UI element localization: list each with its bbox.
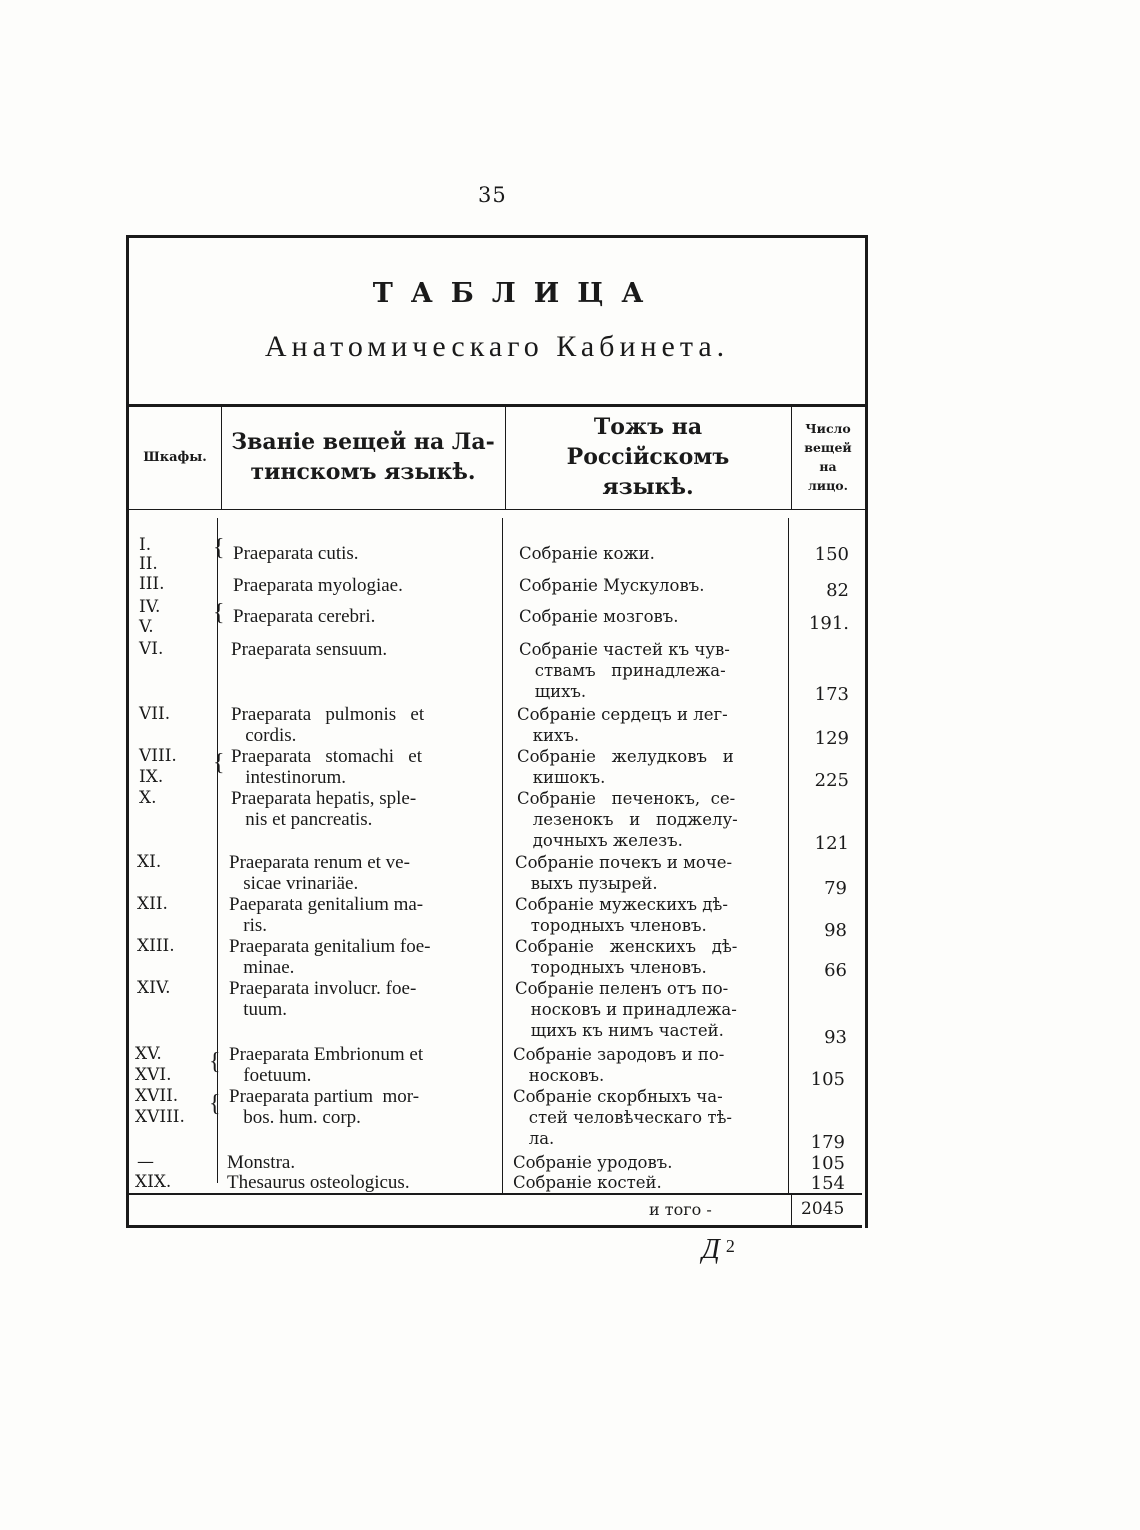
latin-entry: foetuum.	[229, 1065, 312, 1086]
cabinet-number: XVII.	[135, 1086, 179, 1106]
latin-entry: tuum.	[229, 999, 288, 1020]
table-bottom-rule	[126, 1225, 862, 1228]
totals-top-rule	[126, 1193, 862, 1195]
russian-entry: Собраніе мужескихъ дѣ-	[515, 895, 728, 914]
count-value: 66	[824, 960, 847, 981]
russian-entry: Собраніе скорбныхъ ча-	[513, 1087, 723, 1106]
cabinet-number: V.	[139, 617, 154, 637]
russian-entry: выхъ пузырей.	[515, 874, 658, 893]
header-divider	[505, 405, 506, 509]
latin-entry: Praeparata involucr. foe-	[229, 978, 417, 999]
column-divider	[788, 518, 789, 1193]
russian-entry: Собраніе мозговъ.	[519, 607, 679, 626]
total-label: и того -	[649, 1200, 712, 1219]
table-title-block	[129, 238, 865, 407]
cabinet-number: IX.	[139, 767, 164, 787]
cabinet-number: XIX.	[135, 1172, 172, 1192]
latin-entry: Praeparata cerebri.	[233, 606, 376, 627]
russian-entry: Собраніе костей.	[513, 1173, 662, 1192]
cabinet-number: XIII.	[137, 936, 175, 956]
latin-entry: Praeparata hepatis, sple-	[231, 788, 417, 809]
cabinet-number: XVIII.	[135, 1107, 185, 1127]
latin-entry: Praeparata renum et ve-	[229, 852, 410, 873]
russian-entry: тородныхъ членовъ.	[515, 916, 707, 935]
latin-entry: ris.	[229, 915, 267, 936]
cabinet-number: III.	[139, 574, 165, 594]
header-divider	[791, 405, 792, 509]
count-value: 82	[826, 580, 849, 601]
header-count	[791, 405, 865, 509]
count-value: 79	[824, 878, 847, 899]
latin-entry: Praeparata sensuum.	[231, 639, 388, 660]
latin-entry: Praeparata partium mor-	[229, 1086, 420, 1107]
brace-glyph: {	[213, 535, 225, 561]
signature-letter: Д	[702, 1234, 720, 1265]
russian-entry: Собраніе пеленъ отъ по-	[515, 979, 729, 998]
russian-entry: ствамъ принадлежа-	[519, 661, 726, 680]
signature-mark	[702, 1234, 735, 1266]
column-divider	[502, 518, 503, 1193]
count-value: 150	[814, 544, 849, 565]
russian-entry: кишокъ.	[517, 768, 606, 787]
cabinet-number: VIII.	[139, 746, 177, 766]
latin-entry: Thesaurus osteologicus.	[227, 1172, 410, 1193]
latin-entry: Praeparata myologiae.	[233, 575, 403, 596]
russian-entry: Собраніе Мускуловъ.	[519, 576, 705, 595]
count-value: 129	[814, 728, 849, 749]
russian-entry: дочныхъ железъ.	[517, 831, 683, 850]
russian-entry: ла.	[513, 1129, 555, 1148]
count-value: 121	[814, 833, 849, 854]
latin-entry: bos. hum. corp.	[229, 1107, 361, 1128]
table-subtitle: Анатомическаго Кабинета.	[264, 330, 730, 363]
latin-entry: minae.	[229, 957, 295, 978]
russian-entry: носковъ.	[513, 1066, 605, 1085]
russian-entry: носковъ и принадлежа-	[515, 1000, 737, 1019]
cabinet-number: II.	[139, 554, 158, 574]
header-cabinets: Шкафы.	[143, 449, 207, 465]
russian-entry: стей человѣческаго тѣ-	[513, 1108, 732, 1127]
header-count-text: Число вещей на лицо.	[804, 421, 852, 493]
russian-entry: кихъ.	[517, 726, 580, 745]
count-value: 179	[810, 1132, 845, 1153]
russian-entry: щихъ къ нимъ частей.	[515, 1021, 724, 1040]
russian-entry: Собраніе женскихъ дѣ-	[515, 937, 738, 956]
count-value: 93	[824, 1027, 847, 1048]
total-value: 2045	[801, 1199, 845, 1219]
cabinet-number: XIV.	[137, 978, 171, 998]
latin-entry: Praeparata pulmonis et	[231, 704, 425, 725]
cabinet-number: XII.	[137, 894, 168, 914]
brace-glyph: {	[209, 1091, 221, 1117]
russian-entry: Собраніе уродовъ.	[513, 1153, 673, 1172]
anatomical-cabinet-table	[126, 235, 868, 1228]
latin-entry: Praeparata genitalium foe-	[229, 936, 431, 957]
russian-entry: Собраніе желудковъ и	[517, 747, 734, 766]
latin-entry: Praeparata cutis.	[233, 543, 359, 564]
russian-entry: щихъ.	[519, 682, 587, 701]
cabinet-number: —	[137, 1152, 154, 1172]
brace-glyph: {	[209, 1049, 221, 1075]
brace-glyph: {	[213, 600, 225, 626]
latin-entry: Paeparata genitalium ma-	[229, 894, 424, 915]
russian-entry: лезенокъ и поджелу-	[517, 810, 738, 829]
latin-entry: intestinorum.	[231, 767, 347, 788]
latin-entry: Praeparata Embrionum et	[229, 1044, 424, 1065]
russian-entry: Собраніе кожи.	[519, 544, 655, 563]
count-value: 191.	[808, 613, 849, 634]
russian-entry: Собраніе зародовъ и по-	[513, 1045, 725, 1064]
latin-entry: cordis.	[231, 725, 297, 746]
header-bottom-rule	[129, 509, 865, 510]
latin-entry: Monstra.	[227, 1152, 296, 1173]
russian-entry: тородныхъ членовъ.	[515, 958, 707, 977]
cabinet-number: X.	[139, 788, 157, 808]
cabinet-number: I.	[139, 535, 152, 555]
latin-entry: nis et pancreatis.	[231, 809, 373, 830]
header-latin	[221, 405, 505, 509]
count-value: 225	[814, 770, 849, 791]
signature-number: 2	[725, 1236, 735, 1256]
russian-entry: Собраніе печенокъ, се-	[517, 789, 736, 808]
cabinet-number: VII.	[139, 704, 171, 724]
russian-entry: Собраніе сердецъ и лег-	[517, 705, 728, 724]
header-latin-text: Званіе вещей на Ла- тинскомъ языкѣ.	[231, 429, 495, 485]
table-title: ТАБЛИЦА	[372, 278, 662, 309]
cabinet-number: VI.	[139, 639, 164, 659]
brace-glyph: {	[213, 750, 225, 776]
cabinet-number: XI.	[137, 852, 162, 872]
russian-entry: Собраніе частей къ чув-	[519, 640, 730, 659]
russian-entry: Собраніе почекъ и моче-	[515, 853, 733, 872]
count-value: 98	[824, 920, 847, 941]
count-value: 173	[814, 684, 849, 705]
count-value: 154	[810, 1173, 845, 1194]
cabinet-number: XV.	[135, 1044, 162, 1064]
cabinet-number: XVI.	[135, 1065, 172, 1085]
count-value: 105	[810, 1153, 845, 1174]
cabinet-number: IV.	[139, 597, 161, 617]
count-value: 105	[810, 1069, 845, 1090]
total-divider	[791, 1195, 792, 1225]
header-divider	[221, 405, 222, 509]
latin-entry: sicae vrinariäe.	[229, 873, 359, 894]
header-russian	[505, 405, 791, 509]
page-number: 35	[478, 183, 507, 207]
header-russian-text: Тожъ на Россійскомъ языкѣ.	[566, 414, 730, 500]
latin-entry: Praeparata stomachi et	[231, 746, 422, 767]
